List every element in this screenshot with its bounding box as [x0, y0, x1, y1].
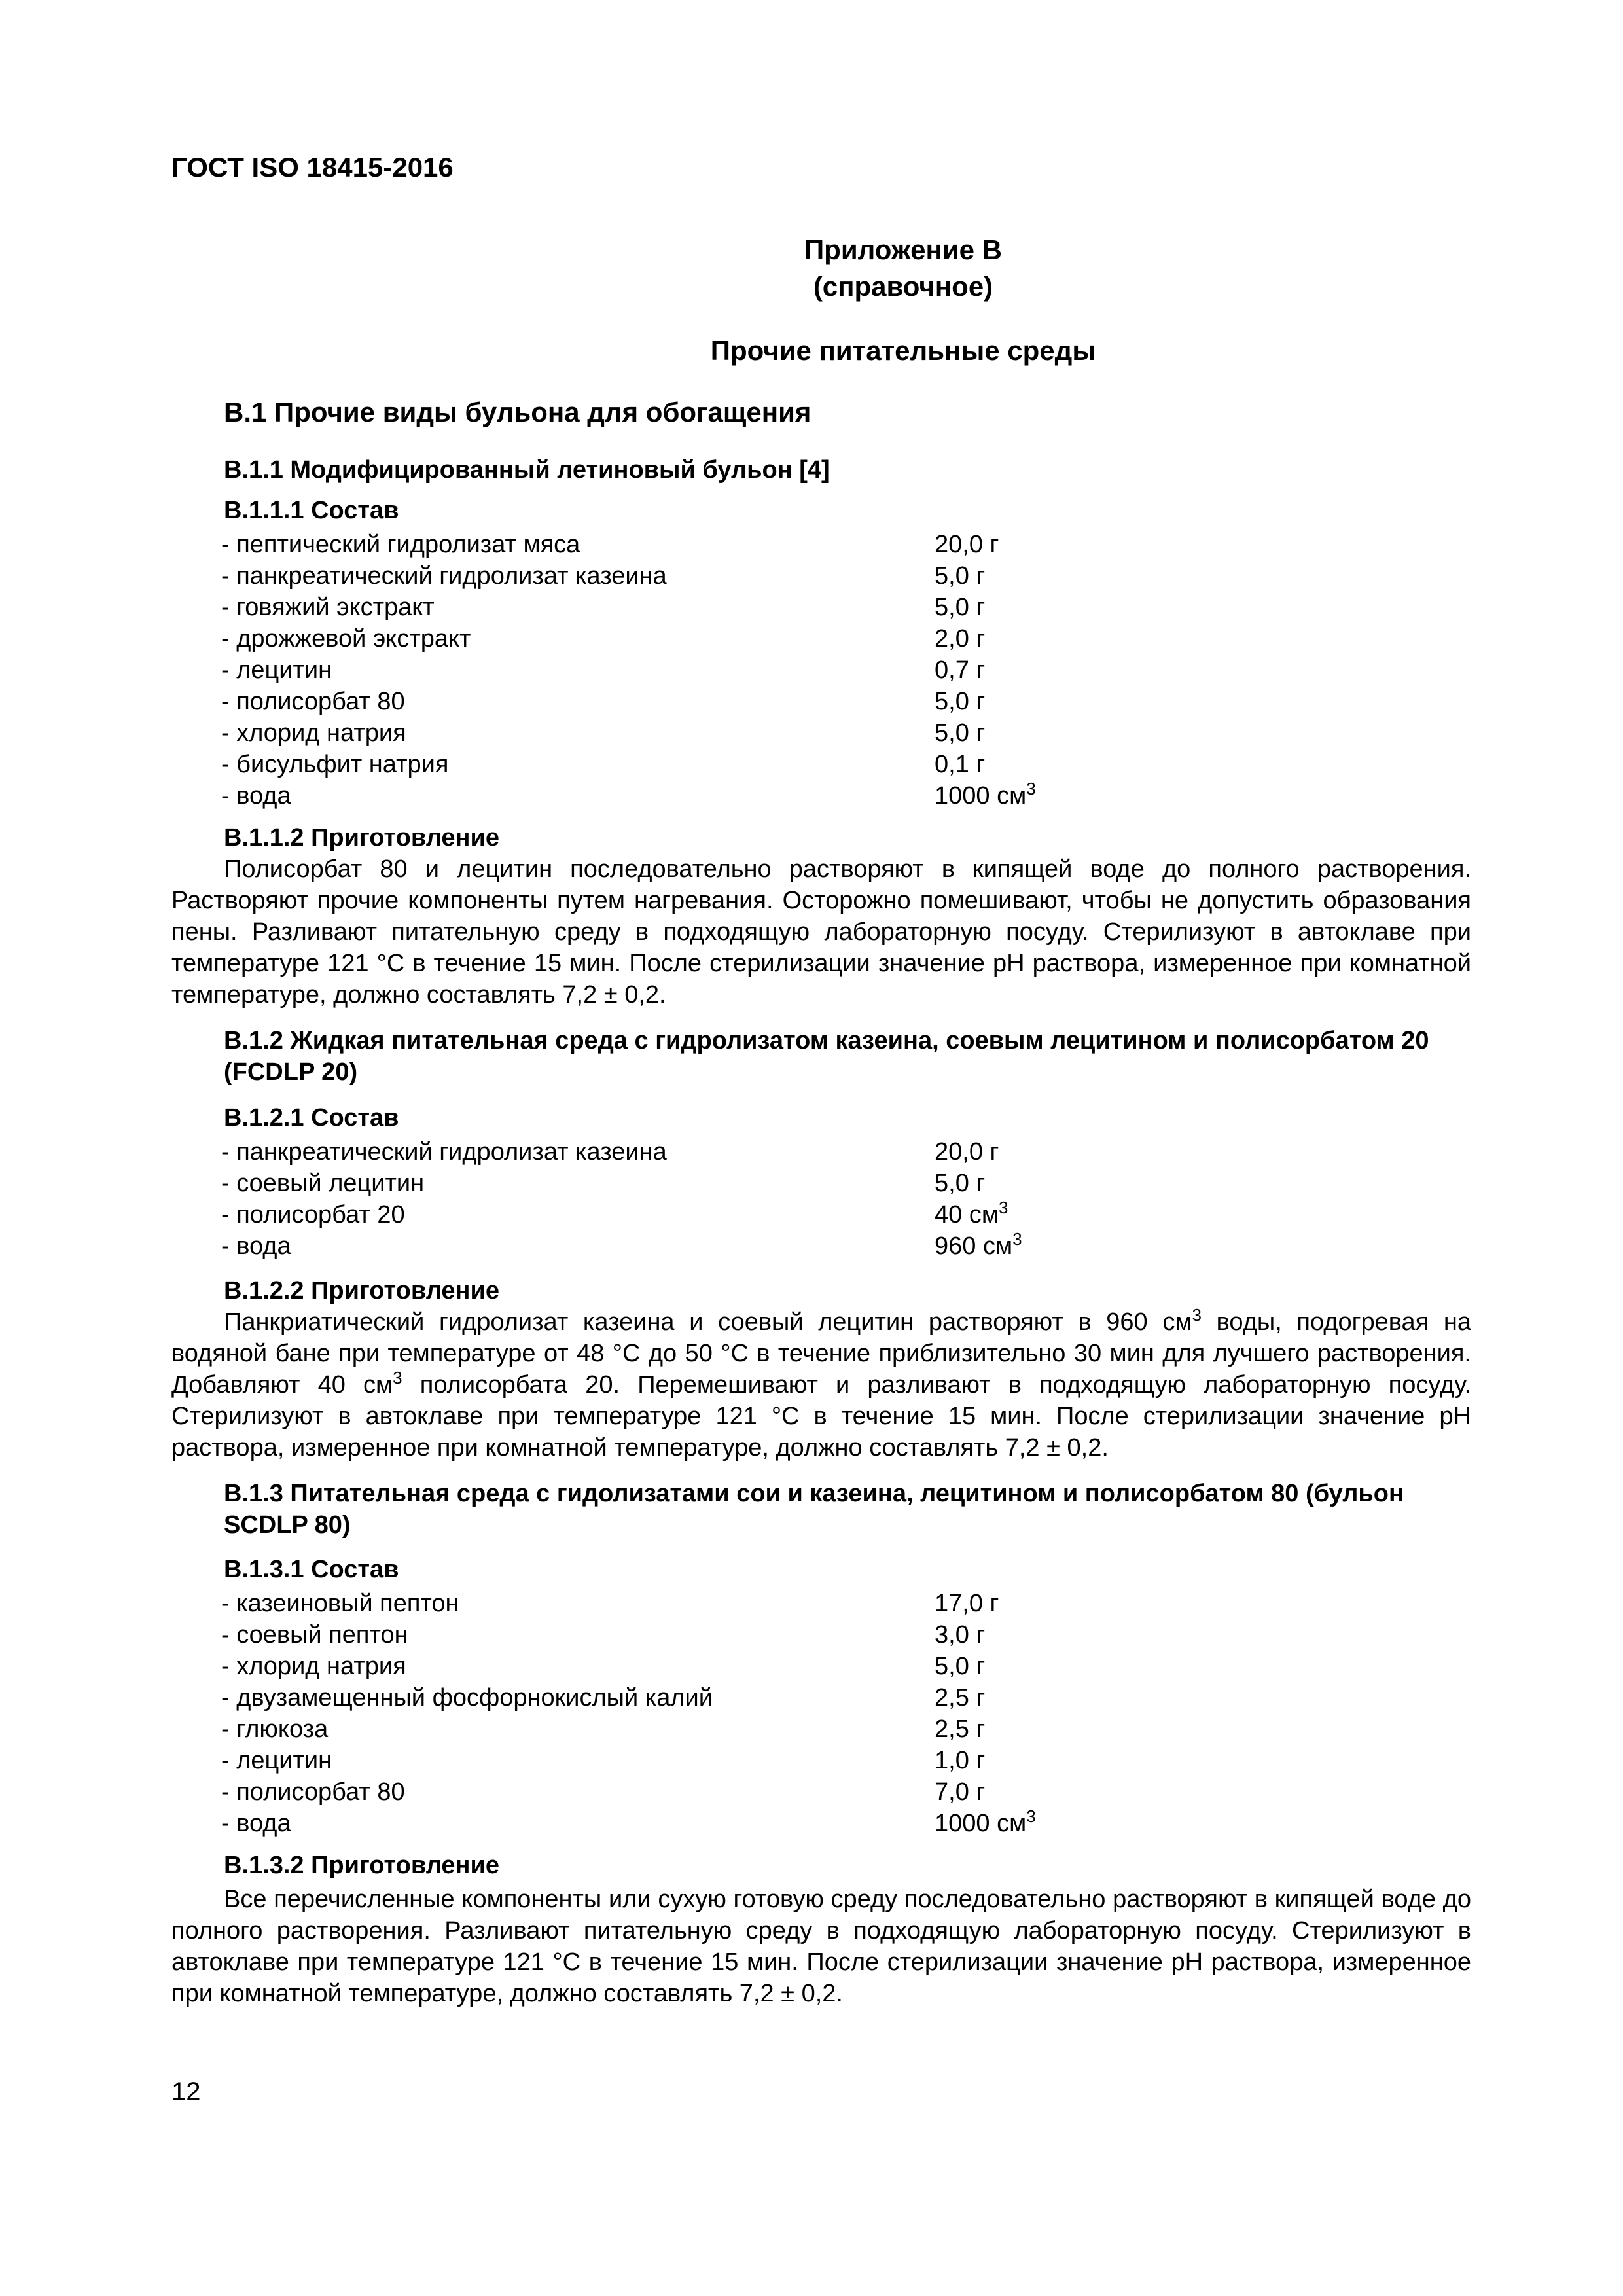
list-item [221, 780, 1137, 812]
section-b1-heading: В.1 Прочие виды бульона для обогащения [224, 397, 812, 427]
ingredient-name: - лецитин [221, 656, 332, 684]
ingredient-amount: 0,7 г [935, 656, 986, 684]
list-item [221, 1168, 1137, 1199]
appendix-heading [0, 232, 1623, 305]
list-item [221, 529, 1137, 560]
ingredient-amount: 2,5 г [935, 1684, 986, 1712]
ingredient-amount: 3,0 г [935, 1621, 986, 1649]
list-item [221, 1776, 1137, 1808]
list-item [221, 1136, 1137, 1168]
section-b11-heading: В.1.1 Модифицированный летиновый бульон [4] [224, 456, 830, 484]
ingredient-name: - панкреатический гидролизат казеина [221, 1138, 667, 1166]
section-b131-heading: В.1.3.1 Состав [224, 1556, 399, 1583]
ingredient-name: - вода [221, 782, 291, 810]
ingredient-amount: 2,5 г [935, 1715, 986, 1743]
section-b13-heading: В.1.3 Питательная среда с гидолизатами сои и казеина, лецитином и полисорбатом 80 (бульон SCDLP 80) [224, 1480, 1404, 1539]
ingredient-name: - хлорид натрия [221, 1653, 406, 1680]
list-item [221, 1651, 1137, 1682]
section-b132-heading: В.1.3.2 Приготовление [224, 1852, 499, 1879]
superscript: 3 [393, 1368, 402, 1388]
ingredient-name: - говяжий экстракт [221, 594, 435, 621]
ingredient-name: - бисульфит натрия [221, 751, 449, 778]
ingredient-amount: 0,1 г [935, 751, 986, 778]
ingredient-amount: 1,0 г [935, 1747, 986, 1774]
prep-paragraph-b112: Полисорбат 80 и лецитин последовательно растворяют в кипящей воде до полного растворения. Растворяют прочие компоненты путем нагревания. Осторожно помешивают, чтобы не допустить образования пены. Разливают питательную среду в подходящую лабораторную посуду. Стерилизуют в автоклаве при температуре 121 °С в течение 15 мин. После стерилизации значение pH раствора, измеренное при комнатной температуре, должно составлять 7,2 ± 0,2. [171, 855, 1471, 1009]
prep-text-part: воды, подогревая на водяной бане при температуре от 48 °С до 50 °С в течение приблизительно 30 мин для лучшего растворения. Добавляют 40 см [171, 1308, 1471, 1399]
ingredient-amount: 5,0 г [935, 562, 986, 590]
list-item [221, 1588, 1137, 1619]
list-item [221, 655, 1137, 686]
ingredient-amount: 2,0 г [935, 625, 986, 653]
list-item [221, 1199, 1137, 1230]
ingredient-name: - вода [221, 1232, 291, 1260]
list-item [221, 1713, 1137, 1745]
amount-value: 960 см [935, 1232, 1013, 1260]
ingredient-name: - полисорбат 80 [221, 1778, 405, 1806]
list-item [221, 1745, 1137, 1776]
list-item [221, 560, 1137, 592]
ingredient-name: - соевый пептон [221, 1621, 408, 1649]
amount-value: 1000 см [935, 782, 1027, 810]
appendix-title: Прочие питательные среды [710, 335, 1096, 366]
list-item [221, 1808, 1137, 1839]
ingredient-name: - вода [221, 1810, 291, 1837]
list-item [221, 749, 1137, 780]
section-b112-heading: В.1.1.2 Приготовление [224, 824, 499, 852]
ingredient-name: - полисорбат 80 [221, 688, 405, 715]
prep-text-part: Панкриатический гидролизат казеина и соевый лецитин растворяют в 960 см [224, 1308, 1192, 1336]
list-item [221, 1230, 1137, 1262]
document-code: ГОСТ ISO 18415-2016 [171, 152, 454, 183]
amount-value: 40 см [935, 1201, 999, 1229]
ingredient-amount-with-unit [935, 1230, 1022, 1262]
superscript: 3 [1026, 779, 1036, 798]
prep-paragraph-b132: Все перечисленные компоненты или сухую готовую среду последовательно растворяют в кипящей воде до полного растворения. Разливают питательную среду в подходящую лабораторную посуду. Стерилизуют в автоклаве при температуре 121 °С в течение 15 мин. После стерилизации значение pH раствора, измеренное при комнатной температуре, должно составлять 7,2 ± 0,2. [171, 1886, 1471, 2007]
ingredient-name: - панкреатический гидролизат казеина [221, 562, 667, 590]
ingredient-amount: 5,0 г [935, 594, 986, 621]
composition-list-b131 [221, 1588, 1137, 1839]
section-b111-heading: В.1.1.1 Состав [224, 497, 399, 524]
list-item [221, 623, 1137, 655]
amount-value: 1000 см [935, 1810, 1027, 1837]
ingredient-amount: 20,0 г [935, 1138, 999, 1166]
superscript: 3 [1026, 1806, 1036, 1826]
list-item [221, 1619, 1137, 1651]
section-b122-heading: В.1.2.2 Приготовление [224, 1277, 499, 1304]
composition-list-b111 [221, 529, 1137, 812]
ingredient-name: - дрожжевой экстракт [221, 625, 471, 653]
ingredient-amount: 5,0 г [935, 1170, 986, 1197]
superscript: 3 [998, 1198, 1008, 1217]
superscript: 3 [1192, 1305, 1202, 1325]
ingredient-amount: 7,0 г [935, 1778, 986, 1806]
ingredient-name: - двузамещенный фосфорнокислый калий [221, 1684, 713, 1712]
page-number: 12 [171, 2077, 201, 2106]
ingredient-name: - лецитин [221, 1747, 332, 1774]
superscript: 3 [1012, 1229, 1022, 1249]
ingredient-name: - пептический гидролизат мяса [221, 531, 580, 558]
list-item [221, 1682, 1137, 1713]
section-b12-heading: В.1.2 Жидкая питательная среда с гидролизатом казеина, соевым лецитином и полисорбатом 20 (FCDLP 20) [224, 1027, 1429, 1086]
composition-list-b121 [221, 1136, 1137, 1262]
ingredient-amount: 5,0 г [935, 719, 986, 747]
ingredient-name: - хлорид натрия [221, 719, 406, 747]
prep-text-part: полисорбата 20. Перемешивают и разливают в подходящую лабораторную посуду. Стерилизуют в автоклаве при температуре 121 °С в течение 15 мин. После стерилизации значение pH раствора, измеренное при комнатной температуре, должно составлять 7,2 ± 0,2. [171, 1371, 1471, 1462]
list-item [221, 686, 1137, 717]
list-item [221, 592, 1137, 623]
ingredient-amount-with-unit [935, 1199, 1008, 1230]
appendix-label: Приложение В [804, 234, 1003, 265]
appendix-type: (справочное) [813, 271, 993, 302]
ingredient-amount: 5,0 г [935, 1653, 986, 1680]
ingredient-name: - соевый лецитин [221, 1170, 425, 1197]
ingredient-amount: 17,0 г [935, 1590, 999, 1617]
list-item [221, 717, 1137, 749]
ingredient-amount-with-unit [935, 1808, 1036, 1839]
ingredient-amount: 20,0 г [935, 531, 999, 558]
ingredient-name: - казеиновый пептон [221, 1590, 459, 1617]
ingredient-amount: 5,0 г [935, 688, 986, 715]
ingredient-name: - полисорбат 20 [221, 1201, 405, 1229]
section-b121-heading: В.1.2.1 Состав [224, 1104, 399, 1132]
ingredient-name: - глюкоза [221, 1715, 329, 1743]
ingredient-amount-with-unit [935, 780, 1036, 812]
prep-paragraph-b122 [171, 1306, 1471, 1463]
